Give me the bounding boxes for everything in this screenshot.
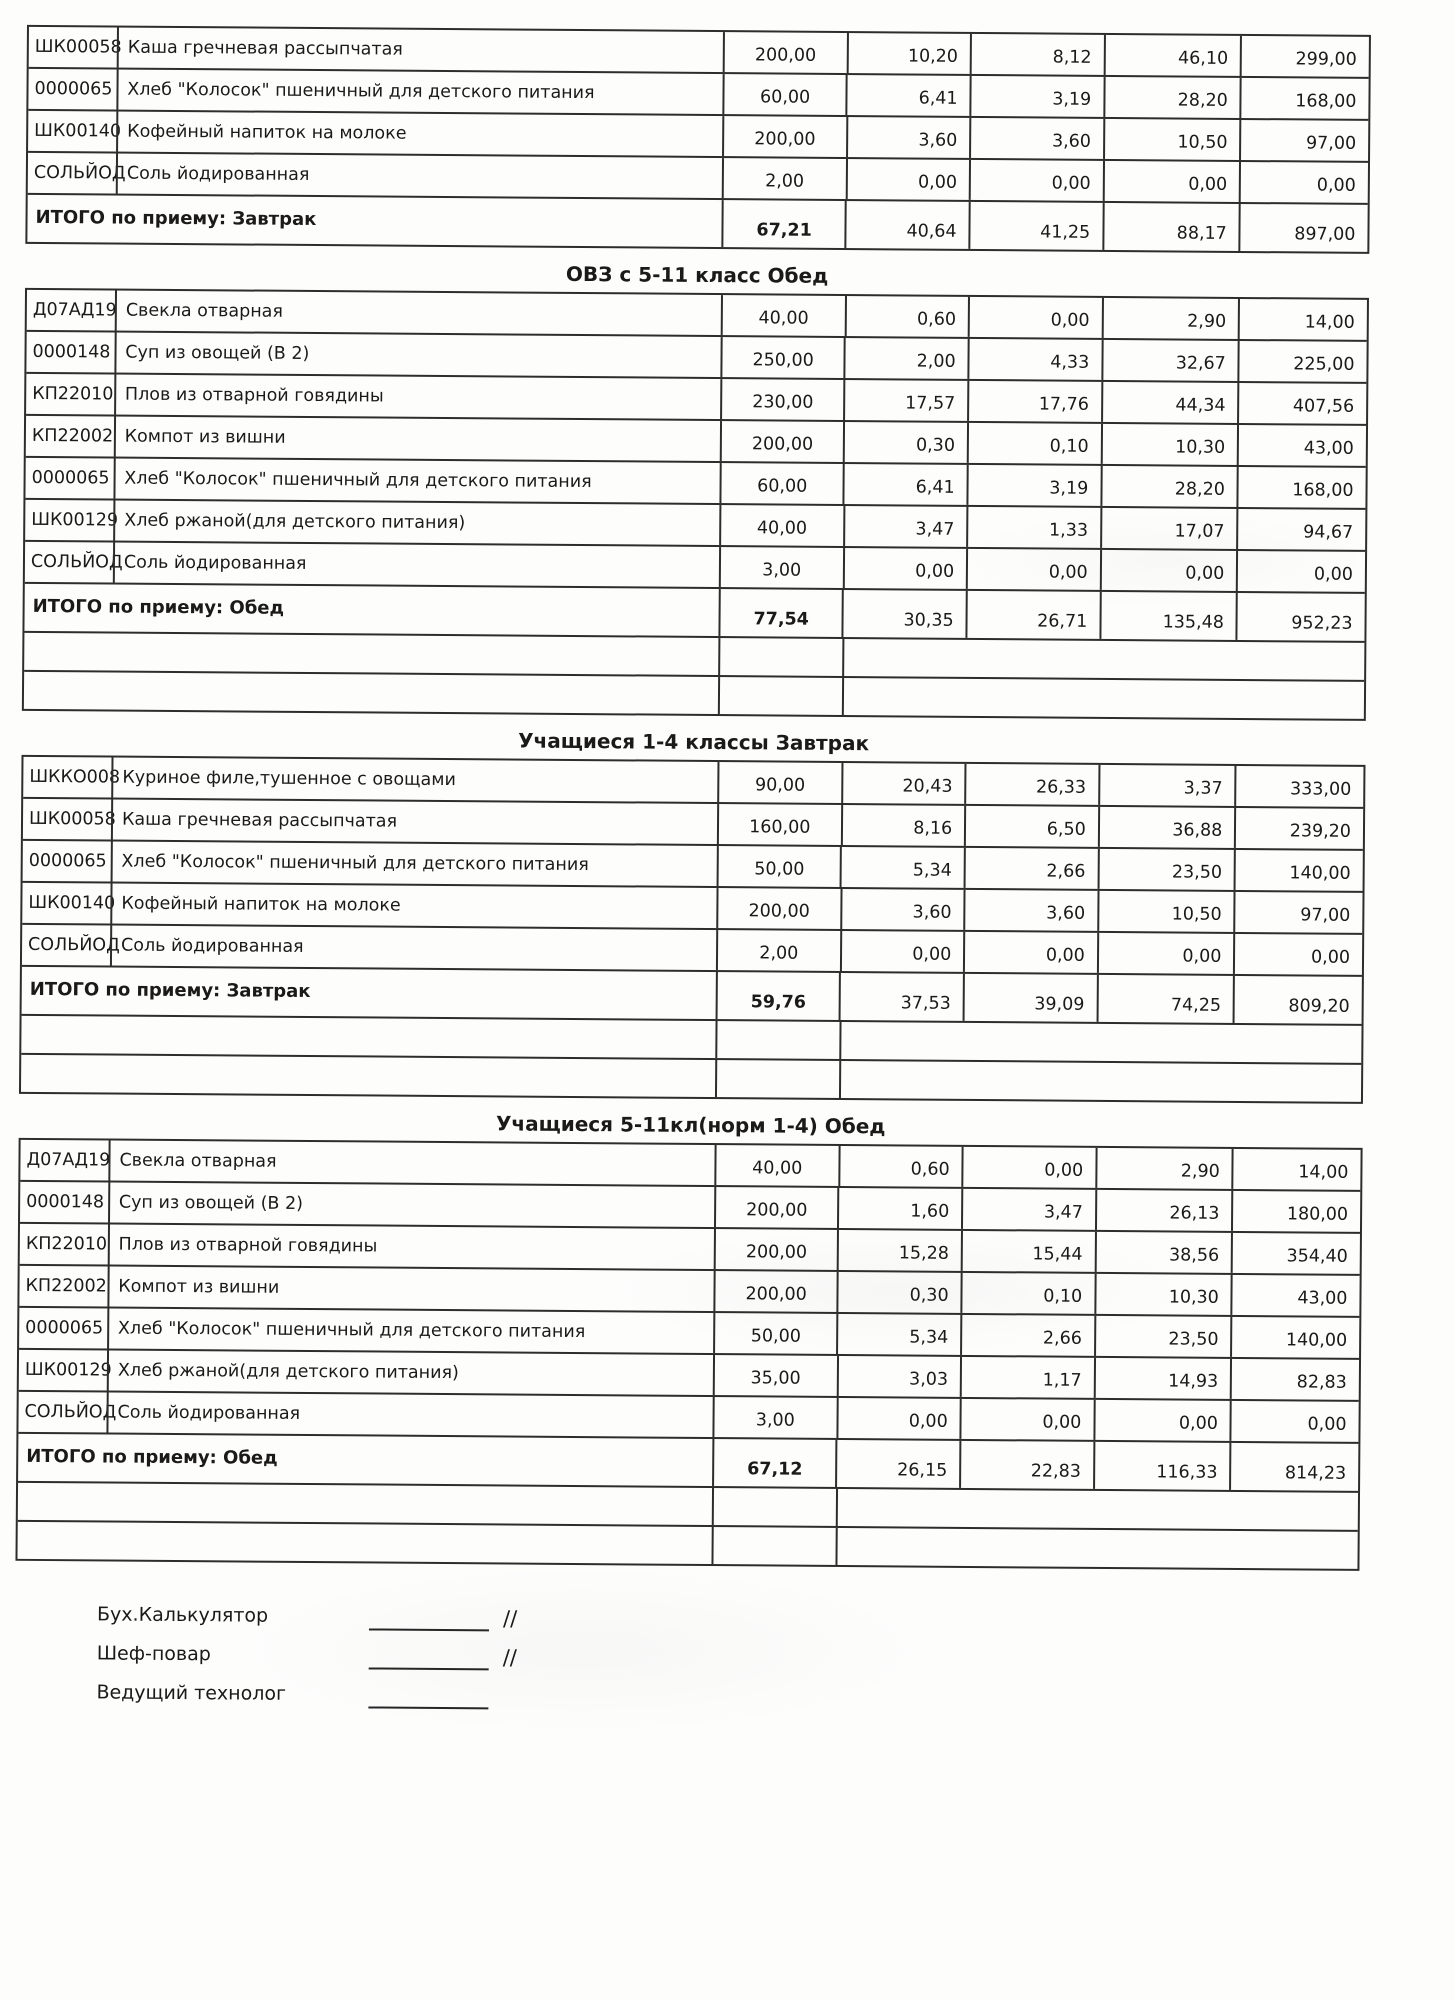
num-value: 10,30 <box>1094 1274 1231 1315</box>
menu-table <box>22 288 1369 721</box>
dish-code: ШК00129 <box>31 509 119 531</box>
dish-code: КП22010 <box>25 1233 108 1255</box>
empty-cell <box>718 677 842 715</box>
dish-name: Компот из вишни <box>113 417 719 462</box>
empty-cell <box>21 1016 715 1058</box>
section-title: Учащиеся 1-4 классы Завтрак <box>518 728 870 756</box>
qty-value: 200,00 <box>714 1187 838 1228</box>
num-value: 0,00 <box>842 548 966 589</box>
num-value: 3,60 <box>840 889 964 930</box>
dish-code: 0000065 <box>31 467 110 489</box>
num-value: 225,00 <box>1238 341 1367 382</box>
qty-value: 2,00 <box>716 930 840 971</box>
total-num-value: 116,33 <box>1093 1442 1230 1490</box>
dish-name: Свекла отварная <box>108 1140 714 1185</box>
num-value: 6,41 <box>843 464 967 505</box>
signature-label: Бух.Калькулятор <box>96 1603 269 1627</box>
num-value: 17,57 <box>844 380 968 421</box>
total-num-value: 26,71 <box>966 591 1100 639</box>
num-value: 2,00 <box>844 338 968 379</box>
num-value: 5,34 <box>837 1314 961 1355</box>
qty-value: 3,00 <box>719 547 843 588</box>
dish-code: КП22010 <box>32 383 114 405</box>
menu-table <box>15 1138 1362 1571</box>
total-row <box>27 193 1367 252</box>
num-value: 28,20 <box>1100 466 1237 507</box>
dish-name: Каша гречневая рассыпчатая <box>117 28 723 73</box>
signature-line <box>368 1678 488 1709</box>
num-value: 5,34 <box>840 847 964 888</box>
qty-value: 200,00 <box>722 116 846 157</box>
num-value: 0,00 <box>1103 161 1240 202</box>
dish-code: 0000065 <box>28 850 107 872</box>
num-value: 0,00 <box>1233 934 1362 975</box>
total-label: ИТОГО по приему: Обед <box>26 1446 278 1469</box>
dish-code: 0000148 <box>32 341 111 363</box>
dish-code: ШК00058 <box>34 36 122 58</box>
qty-value: 40,00 <box>719 505 843 546</box>
num-value: 0,00 <box>1100 550 1237 591</box>
num-value: 3,19 <box>969 76 1103 117</box>
num-value: 140,00 <box>1230 1317 1359 1358</box>
total-num-value: 814,23 <box>1229 1443 1358 1491</box>
menu-table <box>19 755 1366 1104</box>
total-num-value: 897,00 <box>1239 204 1368 252</box>
dish-name: Хлеб "Колосок" пшеничный для детского питания <box>110 842 716 887</box>
empty-cell <box>24 633 718 675</box>
num-value: 10,30 <box>1100 424 1237 465</box>
num-value: 239,20 <box>1234 808 1363 849</box>
total-num-value: 37,53 <box>839 973 963 1021</box>
num-value: 1,60 <box>837 1188 961 1229</box>
num-value: 2,66 <box>964 848 1098 889</box>
total-row <box>22 965 1362 1024</box>
dish-code: ШК00129 <box>24 1359 112 1381</box>
num-value: 10,50 <box>1103 119 1240 160</box>
total-num-value: 41,25 <box>968 202 1102 250</box>
num-value: 0,00 <box>969 160 1103 201</box>
num-value: 0,60 <box>838 1146 962 1187</box>
num-value: 2,90 <box>1101 298 1238 339</box>
dish-name: Хлеб ржаной(для детского питания) <box>113 501 719 546</box>
total-qty-value: 77,54 <box>718 589 842 637</box>
num-value: 0,00 <box>836 1398 960 1439</box>
num-value: 0,00 <box>1097 933 1234 974</box>
dish-code: СОЛЬЙОД <box>24 1401 117 1423</box>
empty-cell <box>24 672 718 714</box>
total-num-value: 74,25 <box>1096 975 1233 1023</box>
qty-value: 160,00 <box>717 804 841 845</box>
signature-suffix: // <box>502 1645 518 1670</box>
num-value: 0,30 <box>843 422 967 463</box>
num-value: 20,43 <box>841 763 965 804</box>
num-value: 0,00 <box>1239 162 1368 203</box>
signature-label: Ведущий технолог <box>96 1681 287 1705</box>
qty-value: 50,00 <box>713 1313 837 1354</box>
dish-name: Суп из овощей (В 2) <box>108 1182 714 1227</box>
num-value: 44,34 <box>1101 382 1238 423</box>
dish-code: 0000148 <box>26 1191 105 1213</box>
signature-row <box>96 1667 1358 1715</box>
num-value: 3,37 <box>1098 765 1235 806</box>
empty-cell <box>718 638 842 676</box>
empty-cell <box>841 678 1364 719</box>
dish-code: ШК00058 <box>28 808 116 830</box>
num-value: 17,76 <box>967 381 1101 422</box>
num-value: 168,00 <box>1237 467 1366 508</box>
dish-name: Кофейный напиток на молоке <box>110 884 716 929</box>
num-value: 3,03 <box>836 1356 960 1397</box>
num-value: 15,28 <box>837 1230 961 1271</box>
dish-code: КП22002 <box>31 425 114 447</box>
qty-value: 200,00 <box>723 32 847 73</box>
dish-code: СОЛЬЙОД <box>33 162 126 184</box>
total-num-value: 39,09 <box>963 974 1097 1022</box>
dish-name: Соль йодированная <box>113 543 719 588</box>
num-value: 26,13 <box>1095 1190 1232 1231</box>
dish-code: СОЛЬЙОД <box>30 551 123 573</box>
num-value: 3,47 <box>961 1189 1095 1230</box>
dish-name: Хлеб ржаной(для детского питания) <box>107 1350 713 1395</box>
num-value: 0,10 <box>960 1273 1094 1314</box>
qty-value: 200,00 <box>720 421 844 462</box>
num-value: 36,88 <box>1098 807 1235 848</box>
dish-name: Хлеб "Колосок" пшеничный для детского питания <box>116 70 722 115</box>
num-value: 0,00 <box>1236 551 1365 592</box>
signature-suffix: // <box>502 1606 518 1631</box>
total-row <box>18 1432 1358 1491</box>
num-value: 0,00 <box>962 1147 1096 1188</box>
dish-code: ШК00140 <box>34 120 122 142</box>
qty-value: 90,00 <box>717 762 841 803</box>
empty-cell <box>835 1489 1358 1530</box>
num-value: 2,90 <box>1095 1148 1232 1189</box>
dish-code: Д07АД19 <box>32 299 117 321</box>
qty-value: 250,00 <box>720 337 844 378</box>
qty-value: 60,00 <box>722 74 846 115</box>
qty-value: 35,00 <box>713 1355 837 1396</box>
dish-name: Плов из отварной говядины <box>107 1224 713 1269</box>
total-row <box>24 582 1364 641</box>
num-value: 333,00 <box>1235 766 1364 807</box>
num-value: 8,16 <box>840 805 964 846</box>
num-value: 299,00 <box>1240 36 1369 77</box>
signatures <box>96 1589 1359 1715</box>
num-value: 6,50 <box>964 806 1098 847</box>
dish-name: Хлеб "Колосок" пшеничный для детского питания <box>113 459 719 504</box>
qty-value: 2,00 <box>722 158 846 199</box>
total-num-value: 40,64 <box>845 201 969 249</box>
total-label: ИТОГО по приему: Обед <box>32 596 285 619</box>
num-value: 0,00 <box>963 932 1097 973</box>
total-label: ИТОГО по приему: Завтрак <box>35 207 317 231</box>
num-value: 17,07 <box>1100 508 1237 549</box>
empty-cell <box>17 1522 711 1564</box>
num-value: 14,93 <box>1094 1358 1231 1399</box>
signature-line <box>369 1600 489 1631</box>
dish-name: Компот из вишни <box>107 1266 713 1311</box>
num-value: 14,00 <box>1232 1149 1361 1190</box>
num-value: 97,00 <box>1234 892 1363 933</box>
qty-value: 50,00 <box>716 846 840 887</box>
num-value: 3,60 <box>969 118 1103 159</box>
dish-name: Каша гречневая рассыпчатая <box>111 800 717 845</box>
qty-value: 60,00 <box>719 463 843 504</box>
total-qty-value: 59,76 <box>715 972 839 1020</box>
num-value: 3,60 <box>963 890 1097 931</box>
qty-value: 40,00 <box>721 295 845 336</box>
num-value: 0,00 <box>1093 1400 1230 1441</box>
dish-code: Д07АД19 <box>26 1149 111 1171</box>
dish-name: Суп из овощей (В 2) <box>114 333 720 378</box>
num-value: 407,56 <box>1237 383 1366 424</box>
num-value: 14,00 <box>1238 299 1367 340</box>
dish-name: Свекла отварная <box>115 291 721 336</box>
num-value: 43,00 <box>1237 425 1366 466</box>
num-value: 43,00 <box>1231 1275 1360 1316</box>
num-value: 2,66 <box>960 1315 1094 1356</box>
num-value: 4,33 <box>967 339 1101 380</box>
num-value: 3,60 <box>846 117 970 158</box>
total-num-value: 88,17 <box>1102 203 1239 251</box>
empty-cell <box>842 639 1365 680</box>
num-value: 140,00 <box>1234 850 1363 891</box>
empty-cell <box>18 1483 712 1525</box>
num-value: 6,41 <box>846 75 970 116</box>
signature-label: Шеф-повар <box>96 1642 211 1666</box>
dish-name: Куриное филе,тушенное с овощами <box>111 758 717 803</box>
dish-code: ШККО008 <box>29 766 121 788</box>
num-value: 0,00 <box>960 1399 1094 1440</box>
num-value: 97,00 <box>1239 120 1368 161</box>
num-value: 0,60 <box>844 296 968 337</box>
dish-name: Соль йодированная <box>106 1392 712 1437</box>
qty-value: 3,00 <box>712 1397 836 1438</box>
dish-code: КП22002 <box>25 1275 107 1297</box>
tables-root <box>15 25 1370 1571</box>
empty-cell <box>715 1060 839 1098</box>
num-value: 0,00 <box>968 297 1102 338</box>
num-value: 3,19 <box>967 465 1101 506</box>
dish-name: Плов из отварной говядины <box>114 375 720 420</box>
num-value: 26,33 <box>964 764 1098 805</box>
dish-code: 0000065 <box>34 78 113 100</box>
dish-name: Хлеб "Колосок" пшеничный для детского питания <box>107 1308 713 1353</box>
num-value: 10,50 <box>1097 891 1234 932</box>
total-num-value: 135,48 <box>1099 592 1236 640</box>
empty-cell <box>711 1527 835 1565</box>
num-value: 28,20 <box>1103 77 1240 118</box>
dish-code: 0000065 <box>25 1317 104 1339</box>
total-num-value: 952,23 <box>1236 593 1365 641</box>
num-value: 0,10 <box>967 423 1101 464</box>
document-content <box>14 25 1371 1716</box>
total-qty-value: 67,12 <box>712 1439 836 1487</box>
num-value: 32,67 <box>1101 340 1238 381</box>
qty-value: 200,00 <box>716 888 840 929</box>
dish-code: СОЛЬЙОД <box>28 934 120 956</box>
empty-cell <box>839 1022 1362 1063</box>
qty-value: 230,00 <box>720 379 844 420</box>
section-title: ОВЗ с 5-11 класс Обед <box>565 261 829 288</box>
total-num-value: 26,15 <box>836 1440 960 1488</box>
dish-name: Соль йодированная <box>116 154 722 199</box>
num-value: 0,00 <box>845 159 969 200</box>
total-num-value: 30,35 <box>842 590 966 638</box>
section-title: Учащиеся 5-11кл(норм 1-4) Обед <box>495 1111 886 1139</box>
num-value: 38,56 <box>1094 1232 1231 1273</box>
signature-line <box>369 1639 489 1670</box>
empty-cell <box>839 1061 1362 1102</box>
empty-cell <box>712 1488 836 1526</box>
dish-code: ШК00140 <box>28 892 116 914</box>
num-value: 15,44 <box>961 1231 1095 1272</box>
empty-cell <box>715 1021 839 1059</box>
num-value: 23,50 <box>1094 1316 1231 1357</box>
num-value: 8,12 <box>970 34 1104 75</box>
total-qty-value: 67,21 <box>721 200 845 248</box>
total-num-value: 22,83 <box>959 1441 1093 1489</box>
num-value: 46,10 <box>1103 35 1240 76</box>
num-value: 23,50 <box>1097 849 1234 890</box>
num-value: 0,00 <box>840 931 964 972</box>
num-value: 0,00 <box>1230 1401 1359 1442</box>
qty-value: 200,00 <box>713 1271 837 1312</box>
empty-cell <box>835 1528 1358 1569</box>
dish-name: Кофейный напиток на молоке <box>116 112 722 157</box>
total-label: ИТОГО по приему: Завтрак <box>29 979 311 1003</box>
num-value: 94,67 <box>1236 509 1365 550</box>
num-value: 1,17 <box>960 1357 1094 1398</box>
menu-table <box>25 25 1371 254</box>
num-value: 354,40 <box>1231 1233 1360 1274</box>
num-value: 1,33 <box>966 507 1100 548</box>
qty-value: 200,00 <box>714 1229 838 1270</box>
num-value: 82,83 <box>1230 1359 1359 1400</box>
num-value: 3,47 <box>843 506 967 547</box>
num-value: 0,30 <box>837 1272 961 1313</box>
num-value: 180,00 <box>1231 1191 1360 1232</box>
num-value: 168,00 <box>1240 78 1369 119</box>
qty-value: 40,00 <box>714 1145 838 1186</box>
num-value: 10,20 <box>846 33 970 74</box>
dish-name: Соль йодированная <box>110 926 716 971</box>
empty-cell <box>21 1055 715 1097</box>
num-value: 0,00 <box>966 549 1100 590</box>
total-num-value: 809,20 <box>1233 976 1362 1024</box>
